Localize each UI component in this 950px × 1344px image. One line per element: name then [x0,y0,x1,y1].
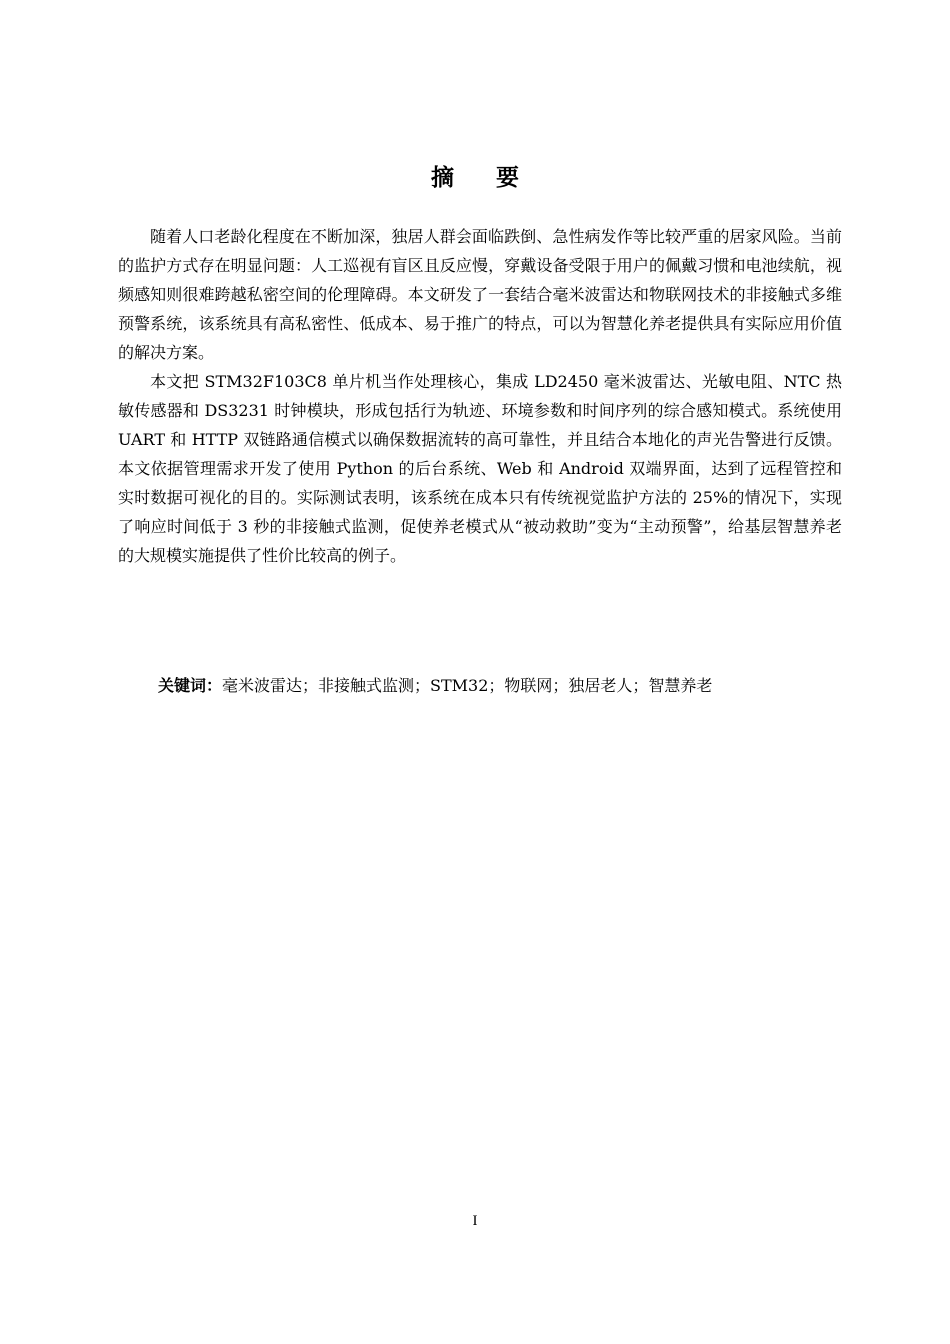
abstract-paragraph-2: 本文把 STM32F103C8 单片机当作处理核心，集成 LD2450 毫米波雷达、光敏电阻、NTC 热敏传感器和 DS3231 时钟模块，形成包括行为轨迹、环境参数和时间序列的综合感知模式。系统使用 UART 和 HTTP 双链路通信模式以确保数据流转的高可靠性，并且结合本地化的声光告警进行反馈。本文依据管理需求开发了使用 Python 的后台系统、Web 和 Android 双端界面，达到了远程管控和实时数据可视化的目的。实际测试表明，该系统在成本只有传统视觉监护方法的 25%的情况下，实现了响应时间低于 3 秒的非接触式监测，促使养老模式从“被动救助”变为“主动预警”，给基层智慧养老的大规模实施提供了性价比较高的例子。 [118,372,842,565]
keywords-label: 关键词： [158,676,223,695]
abstract-body [118,222,842,570]
abstract-paragraph-1: 随着人口老龄化程度在不断加深，独居人群会面临跌倒、急性病发作等比较严重的居家风险。当前的监护方式存在明显问题：人工巡视有盲区且反应慢，穿戴设备受限于用户的佩戴习惯和电池续航，视频感知则很难跨越私密空间的伦理障碍。本文研发了一套结合毫米波雷达和物联网技术的非接触式多维预警系统，该系统具有高私密性、低成本、易于推广的特点，可以为智慧化养老提供具有实际应用价值的解决方案。 [118,227,842,362]
keywords-list: 毫米波雷达；非接触式监测；STM32；物联网；独居老人；智慧养老 [222,676,713,695]
keywords-line [158,671,858,700]
abstract-title: 摘要 [431,165,561,191]
page-number: I [472,1213,478,1229]
